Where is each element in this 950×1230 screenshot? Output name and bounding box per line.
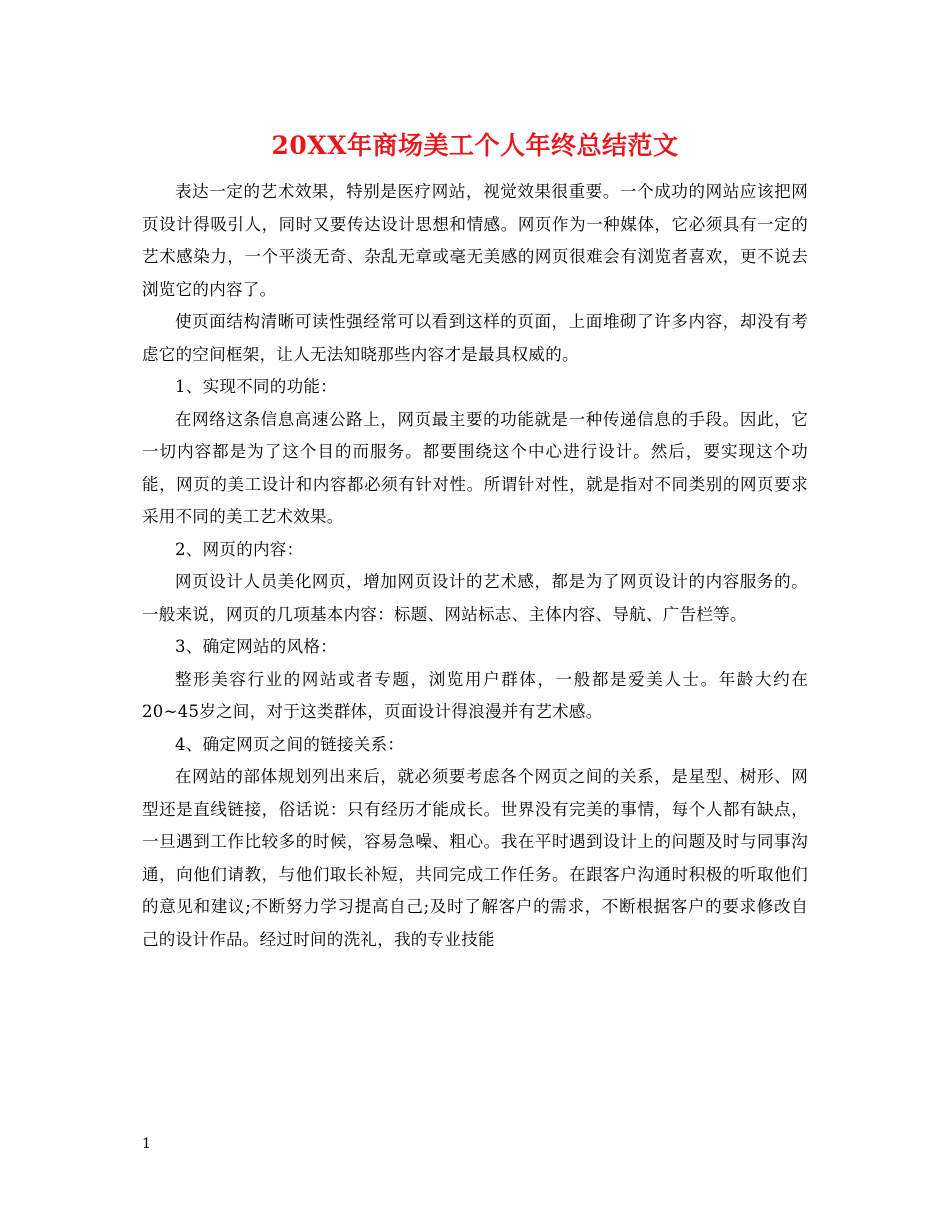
section-heading: 4、确定网页之间的链接关系： (175, 734, 405, 754)
document-title: 20XX年商场美工个人年终总结范文 (271, 131, 679, 160)
section-heading: 1、实现不同的功能： (175, 377, 337, 396)
paragraph: 在网络这条信息高速公路上，网页最主要的功能就是一种传递信息的手段。因此，它一切内容都是为了这个目的而服务。都要围绕这个中心进行设计。然后，要实现这个功能，网页的美工设计和内容都必须有针对性。所谓针对性，就是指对不同类别的网页要求采用不同的美工艺术效果。 (142, 409, 808, 526)
paragraph: 在网站的部体规划列出来后，就必须要考虑各个网页之间的关系，是星型、树形、网型还是直线链接，俗话说：只有经历才能成长。世界没有完美的事情，每个人都有缺点，一旦遇到工作比较多的时候，容易急噪、粗心。我在平时遇到设计上的问题及时与同事沟通，向他们请教，与他们取长补短，共同完成工作任务。在跟客户沟通时积极的听取他们的意见和建议;不断努力学习提高自己;及时了解客户的需求，不断根据客户的要求修改自己的设计作品。经过时间的洗礼，我的专业技能 (142, 767, 808, 949)
paragraph: 使页面结构清晰可读性强经常可以看到这样的页面，上面堆砌了许多内容，却没有考虑它的空间框架，让人无法知晓那些内容才是最具权威的。 (142, 312, 808, 364)
paragraph: 整形美容行业的网站或者专题，浏览用户群体，一般都是爱美人士。年龄大约在20~45岁之间，对于这类群体，页面设计得浪漫并有艺术感。 (142, 669, 808, 721)
paragraph: 表达一定的艺术效果，特别是医疗网站，视觉效果很重要。一个成功的网站应该把网页设计得吸引人，同时又要传达设计思想和情感。网页作为一种媒体，它必须具有一定的艺术感染力，一个平淡无奇、杂乱无章或毫无美感的网页很难会有浏览者喜欢，更不说去浏览它的内容了。 (142, 182, 808, 299)
section-heading: 3、确定网站的风格： (175, 637, 337, 656)
page-number: 1 (142, 1136, 151, 1152)
document-body (142, 176, 808, 956)
section-heading: 2、网页的内容： (175, 539, 304, 559)
paragraph: 网页设计人员美化网页，增加网页设计的艺术感，都是为了网页设计的内容服务的。一般来说，网页的几项基本内容：标题、网站标志、主体内容、导航、广告栏等。 (142, 572, 808, 624)
